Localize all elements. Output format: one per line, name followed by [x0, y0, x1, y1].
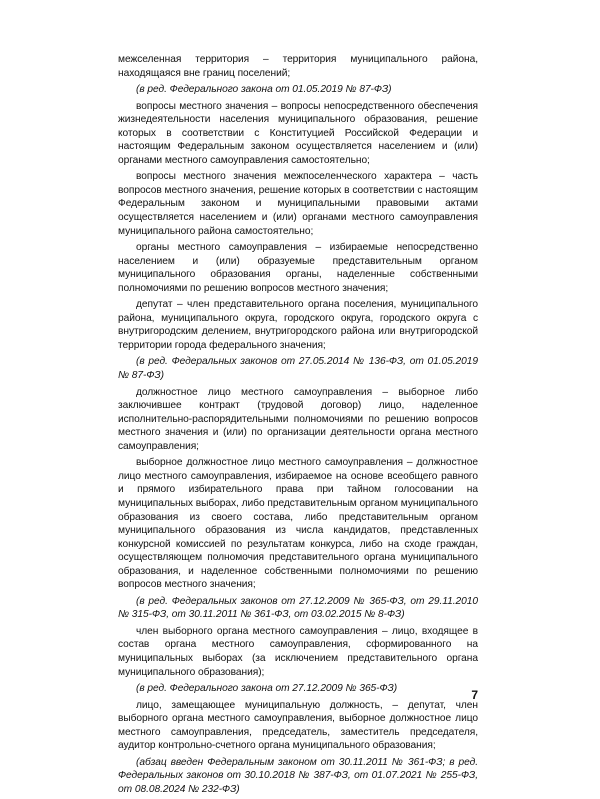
amendment-note: (в ред. Федерального закона от 01.05.2019 № 87-ФЗ) — [136, 84, 392, 96]
paragraph-elected-official: выборное должностное лицо местного самоуправления – должностное лицо местного самоуправления, избираемое на основе всеобщего равного и прямого избирательного права при тайном голосовании на муниципальных выборах, либо представительным органом муниципального образования из своего состава, либо представительным органом муниципального образования из числа кандидатов, представленных конкурсной комиссией по результатам конкурса, либо на сходе граждан, осуществляющем полномочия представительного органа муниципального образования, и наделенное собственными полномочиями по решению вопросов местного значения; — [118, 457, 478, 591]
paragraph-municipal-position-holder: лицо, замещающее муниципальную должность, – депутат, член выборного органа местного самоуправления, выборное должностное лицо местного самоуправления, председатель, заместитель председателя, аудитор контрольно-счетного органа муниципального образования; — [118, 699, 478, 752]
amendment-note: (в ред. Федеральных законов от 27.05.2014 № 136-ФЗ, от 01.05.2019 № 87-ФЗ) — [118, 356, 478, 382]
paragraph-official: должностное лицо местного самоуправления – выборное либо заключившее контракт (трудовой договор) лицо, наделенное исполнительно-распорядительными полномочиями по решению вопросов местного значения и (или) по организации деятельности органа местного самоуправления; — [118, 386, 478, 452]
paragraph-intermunicipal-territory: межселенная территория – территория муниципального района, находящаяся вне границ поселений; — [118, 54, 478, 79]
paragraph-deputy: депутат – член представительного органа поселения, муниципального района, муниципального округа, городского округа, городского округа с внутригородским делением, внутригородского района или внутригородской территории города федерального значения; — [118, 299, 478, 351]
page-number: 7 — [471, 688, 478, 702]
amendment-note: (в ред. Федерального закона от 27.12.2009 № 365-ФЗ) — [136, 683, 398, 695]
paragraph-intersettlement-issues: вопросы местного значения межпоселенческого характера – часть вопросов местного значения, решение которых в соответствии с настоящим Федеральным законом и муниципальными правовыми актами осуществляется населением и (или) органами местного самоуправления муниципального района самостоятельно; — [118, 171, 478, 237]
amendment-note: (в ред. Федеральных законов от 27.12.2009 № 365-ФЗ, от 29.11.2010 № 315-ФЗ, от 30.11.2011 № 361-ФЗ, от 03.02.2015 № 8-ФЗ) — [118, 595, 478, 621]
paragraph-elected-body-member: член выборного органа местного самоуправления – лицо, входящее в состав органа местного самоуправления, сформированного на муниципальных выборах (за исключением представительного органа муниципального образования); — [118, 625, 478, 678]
paragraph-local-issues: вопросы местного значения – вопросы непосредственного обеспечения жизнедеятельности населения муниципального образования, решение которых в соответствии с Конституцией Российской Федерации и настоящим Федеральным законом осуществляется населением и (или) органами местного самоуправления самостоятельно; — [118, 100, 478, 166]
document-page-body — [118, 53, 478, 799]
amendment-note: (абзац введен Федеральным законом от 30.11.2011 № 361-ФЗ; в ред. Федеральных законов от 30.10.2018 № 387-ФЗ, от 01.07.2021 № 255-ФЗ, от 08.08.2024 № 232-ФЗ) — [118, 756, 478, 795]
paragraph-local-government-bodies: органы местного самоуправления – избираемые непосредственно населением и (или) образуемые представительным органом муниципального образования органы, наделенные собственными полномочиями по решению вопросов местного значения; — [118, 242, 478, 294]
